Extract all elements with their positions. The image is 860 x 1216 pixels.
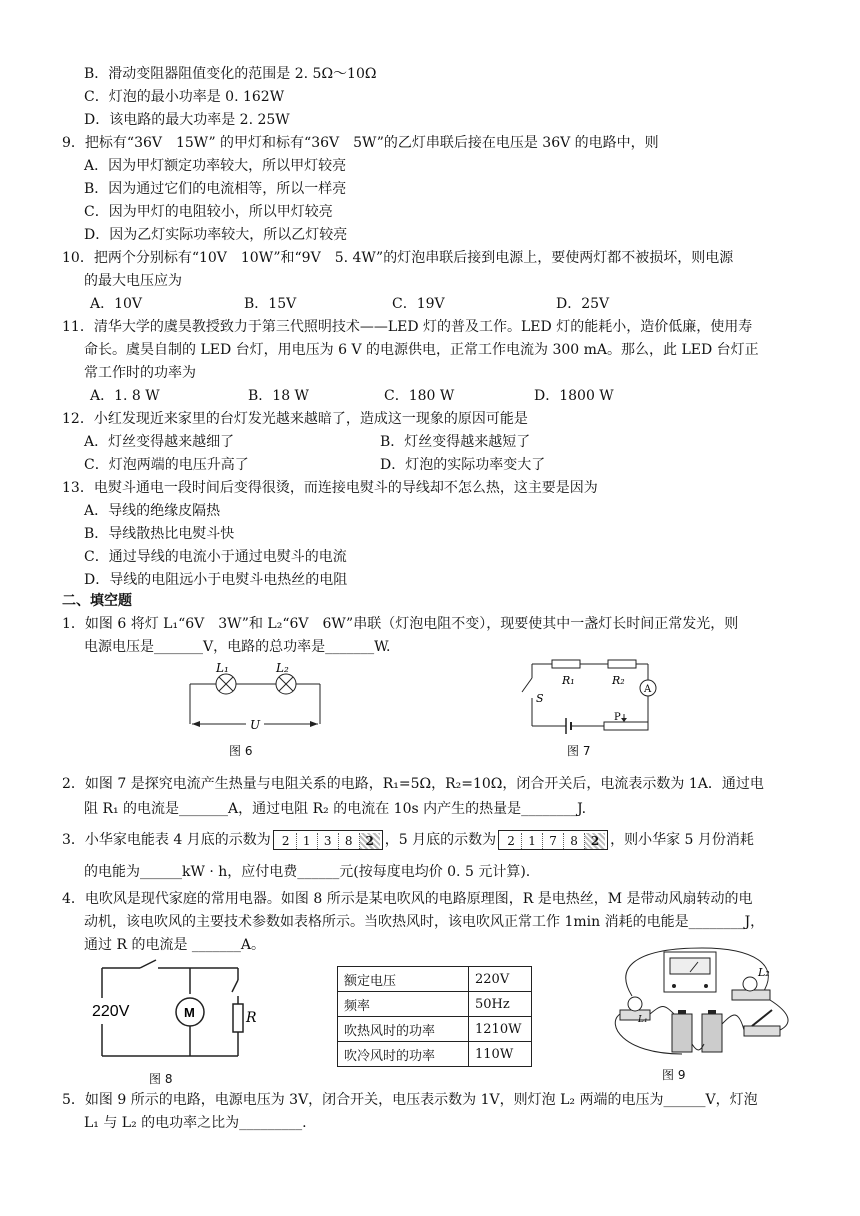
f5-stem-2: L₁ 与 L₂ 的电功率之比为_________. xyxy=(84,1115,307,1131)
q11-stem-1: 11．清华大学的虞昊教授致力于第三代照明技术——LED 灯的普及工作。LED 灯的能耗小，造价低廉，使用寿 xyxy=(62,319,753,335)
fig7-label-r2: R₂ xyxy=(612,674,625,687)
fig7-label-s: S xyxy=(536,692,544,705)
q13-option-c: C．通过导线的电流小于通过电熨斗的电流 xyxy=(84,549,347,565)
q13-option-a: A．导线的绝缘皮隔热 xyxy=(84,503,221,519)
f2-stem-1: 2．如图 7 是探究电流产生热量与电阻关系的电路，R₁=5Ω，R₂=10Ω，闭合开关后，电流表示数为 1A．通过电 xyxy=(62,776,764,792)
f3-text-b: ，5 月底的示数为 xyxy=(384,832,497,848)
meter-april-digit: 1 xyxy=(297,833,318,849)
hair-dryer-spec-table xyxy=(337,966,532,1067)
q12-option-d: D．灯泡的实际功率变大了 xyxy=(380,457,546,473)
table-row xyxy=(338,992,532,1017)
fig6-label-l1: L₁ xyxy=(216,661,229,675)
q11-option-c: C．180 W xyxy=(384,388,455,404)
figure-9-wiring xyxy=(602,944,802,1068)
fig8-label-r: R xyxy=(246,1010,257,1026)
q13-stem: 13．电熨斗通电一段时间后变得很烫，而连接电熨斗的导线却不怎么热，这主要是因为 xyxy=(62,480,598,496)
q11-stem-3: 常工作时的功率为 xyxy=(84,365,196,381)
meter-april-digit: 3 xyxy=(318,833,339,849)
f1-stem-2: 电源电压是_______V，电路的总功率是_______W. xyxy=(84,639,391,655)
figure-7-circuit xyxy=(508,654,668,740)
meter-april xyxy=(273,830,383,850)
spec-value: 50Hz xyxy=(469,992,532,1017)
f4-stem-3: 通过 R 的电流是 _______A。 xyxy=(84,937,266,953)
meter-may-digit: 2 xyxy=(501,833,522,849)
figure-6-caption: 图 6 xyxy=(229,744,253,758)
q13-option-b: B．导线散热比电熨斗快 xyxy=(84,526,235,542)
q10-option-a: A．10V xyxy=(90,296,143,312)
f4-stem-2: 动机，该电吹风的主要技术参数如表格所示。当吹热风时，该电吹风正常工作 1min 消耗的电能是________J， xyxy=(84,914,765,930)
q10-stem-2: 的最大电压应为 xyxy=(84,273,182,289)
meter-may-digit: 8 xyxy=(564,833,585,849)
figure-9-caption: 图 9 xyxy=(662,1068,686,1082)
fig8-label-motor: M xyxy=(184,1005,195,1020)
q12-stem: 12．小红发现近来家里的台灯发光越来越暗了，造成这一现象的原因可能是 xyxy=(62,411,528,427)
q8-option-c: C．灯泡的最小功率是 0. 162W xyxy=(84,89,285,105)
spec-name: 吹冷风时的功率 xyxy=(338,1042,469,1067)
meter-may xyxy=(498,830,608,850)
q11-stem-2: 命长。虞昊自制的 LED 台灯，用电压为 6 V 的电源供电，正常工作电流为 300 mA。那么，此 LED 台灯正 xyxy=(84,342,759,358)
figure-6-circuit xyxy=(180,662,330,742)
meter-may-decimal-digit: 2 xyxy=(585,833,605,849)
meter-april-digit: 8 xyxy=(339,833,360,849)
table-row xyxy=(338,1017,532,1042)
fig9-label-l2: L₂ xyxy=(758,966,770,979)
meter-april-decimal-digit: 2 xyxy=(360,833,380,849)
f1-stem-1: 1．如图 6 将灯 L₁“6V 3W”和 L₂“6V 6W”串联（灯泡电阻不变），现要使其中一盏灯长时间正常发光，则 xyxy=(62,616,739,632)
fig6-label-l2: L₂ xyxy=(276,661,289,675)
f3-text-c: ，则小华家 5 月份消耗 xyxy=(610,832,754,848)
spec-name: 频率 xyxy=(338,992,469,1017)
q9-option-a: A．因为甲灯额定功率较大，所以甲灯较亮 xyxy=(84,158,347,174)
q12-option-a: A．灯丝变得越来越细了 xyxy=(84,434,235,450)
spec-value: 220V xyxy=(469,967,532,992)
q11-option-d: D．1800 W xyxy=(534,388,614,404)
figure-8-caption: 图 8 xyxy=(149,1072,173,1086)
fig7-label-p: P xyxy=(614,712,621,723)
spec-name: 额定电压 xyxy=(338,967,469,992)
q13-option-d: D．导线的电阻远小于电熨斗电热丝的电阻 xyxy=(84,572,348,588)
q9-stem: 9．把标有“36V 15W” 的甲灯和标有“36V 5W”的乙灯串联后接在电压是 36V 的电路中，则 xyxy=(62,135,659,151)
figure-7-caption: 图 7 xyxy=(567,744,591,758)
q8-option-d: D．该电路的最大功率是 2. 25W xyxy=(84,112,290,128)
q11-option-b: B．18 W xyxy=(248,388,309,404)
q9-option-d: D．因为乙灯实际功率较大，所以乙灯较亮 xyxy=(84,227,348,243)
fig8-label-voltage: 220V xyxy=(92,1003,130,1020)
fig7-label-r1: R₁ xyxy=(562,674,575,687)
f3-stem-2: 的电能为______kW · h，应付电费______元(按每度电均价 0. 5 元计算). xyxy=(84,864,531,880)
q10-option-d: D．25V xyxy=(556,296,610,312)
q10-option-c: C．19V xyxy=(392,296,445,312)
q9-option-c: C．因为甲灯的电阻较小，所以甲灯较亮 xyxy=(84,204,333,220)
q12-option-c: C．灯泡两端的电压升高了 xyxy=(84,457,249,473)
meter-may-digit: 7 xyxy=(543,833,564,849)
fig7-label-ammeter: A xyxy=(644,684,652,695)
table-row xyxy=(338,1042,532,1067)
fig9-label-l1: L₁ xyxy=(638,1015,648,1025)
q8-option-b: B．滑动变阻器阻值变化的范围是 2. 5Ω～10Ω xyxy=(84,66,377,82)
q11-option-a: A．1. 8 W xyxy=(90,388,160,404)
table-row xyxy=(338,967,532,992)
spec-value: 1210W xyxy=(469,1017,532,1042)
spec-name: 吹热风时的功率 xyxy=(338,1017,469,1042)
section-title-fill-blank: 二、填空题 xyxy=(62,593,132,609)
q12-option-b: B．灯丝变得越来越短了 xyxy=(380,434,531,450)
f4-stem-1: 4．电吹风是现代家庭的常用电器。如图 8 所示是某电吹风的电路原理图，R 是电热丝，M 是带动风扇转动的电 xyxy=(62,891,753,907)
fig6-label-u: U xyxy=(250,718,261,732)
f3-text-a: 3．小华家电能表 4 月底的示数为 xyxy=(62,832,271,848)
spec-value: 110W xyxy=(469,1042,532,1067)
meter-april-digit: 2 xyxy=(276,833,297,849)
q10-stem-1: 10．把两个分别标有“10V 10W”和“9V 5. 4W”的灯泡串联后接到电源上，要使两灯都不被损坏，则电源 xyxy=(62,250,734,266)
q9-option-b: B．因为通过它们的电流相等，所以一样亮 xyxy=(84,181,347,197)
f3-stem-1 xyxy=(62,830,754,850)
meter-may-digit: 1 xyxy=(522,833,543,849)
figure-8-circuit xyxy=(92,958,257,1068)
f5-stem-1: 5．如图 9 所示的电路，电源电压为 3V，闭合开关，电压表示数为 1V，则灯泡 L₂ 两端的电压为______V，灯泡 xyxy=(62,1092,758,1108)
f2-stem-2: 阻 R₁ 的电流是_______A，通过电阻 R₂ 的电流在 10s 内产生的热量是________J. xyxy=(84,801,587,817)
q10-option-b: B．15V xyxy=(244,296,297,312)
